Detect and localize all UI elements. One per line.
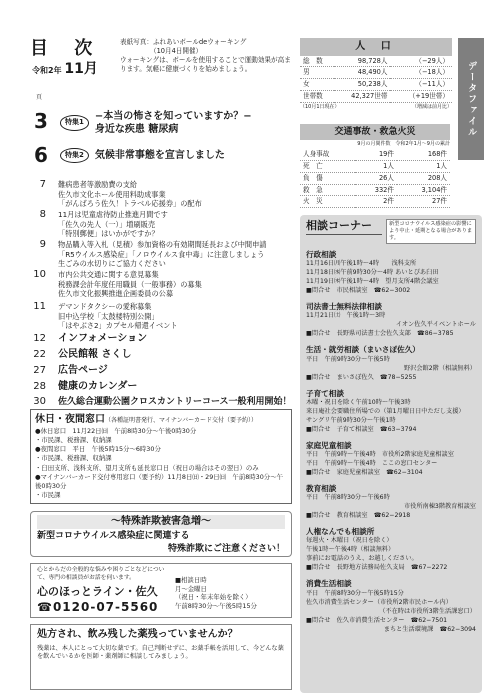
consult-line: ■問合せ まいさぽ佐久 ☎78−5255 [306,373,417,381]
consult-line: 木曜・祝日を除く午前10時〜午後3時 [306,398,411,406]
holiday-title-note: （各種証明書発行、マイナンバーカード交付（要予約）） [105,417,258,424]
toc-line: 生ごみの水切りにご協力ください [58,259,166,269]
feature-line: 身近な疾患 糖尿病 [94,124,179,135]
traffic-total: 168件 [397,149,450,160]
traffic-month: 2件 [355,196,397,208]
cover-line: ふれあいボールdeウォーキング [152,38,247,46]
traffic-table [300,149,450,208]
pop-change: （−11人） [390,79,452,91]
toc-line: 難病患者等激励費の支給 [58,180,138,189]
heart-phone[interactable]: ☎0120-07-5560 [37,600,159,615]
consult-section-title: 消費生活相談 [306,579,352,589]
toc-item[interactable]: インフォメーション [58,333,148,344]
heart-info-line: 月〜金曜日 [175,584,207,593]
heart-info [175,576,285,611]
medicine-title: 処方され、飲み残した薬残っていませんか？ [37,629,238,640]
heart-intro: 心とからだの全般的な悩みや困りごとなどについて、専門の相談員がお話を伺います。 [37,567,165,581]
consult-section [306,345,476,382]
consult-header [306,219,476,244]
consult-section [306,250,476,296]
toc-page-number: 10 [33,269,46,280]
pop-label: 女 [300,79,334,91]
medicine-box [30,624,292,690]
table-row [300,149,450,160]
pop-change: （+19世帯） [390,91,452,103]
heart-name: 心のほっとライン・佐久 [37,584,158,598]
consult-line: ■問合せ 佐久市消費生活センター ☎62−7501 [306,616,448,624]
traffic-title: 交通事故・救急火災 [300,124,450,140]
consult-line: 佐久市消費生活センター（市役所2階市民ホール内） [306,598,452,606]
consult-line: （不在時は市役所3階生活課窓口） [379,607,476,615]
consult-line: ■問合せ 家庭児童相談室 ☎62−3104 [306,469,423,477]
table-row [300,172,450,184]
consult-section [306,441,476,478]
table-row [300,91,452,103]
toc-line: 旧中込学校「太鼓楼特別公開」 [58,311,159,321]
fraud-warning-box [30,511,292,557]
page-column-label: 頁 [36,94,43,101]
feature-title [95,110,252,136]
consult-note: 新型コロナウイルス感染症の影響により中止・延期となる場合があります。 [386,219,476,244]
toc-page-number: 9 [39,239,46,250]
pop-label: 総 数 [300,56,334,67]
holiday-line: ●休日窓口 11月22日㈰ 午前8時30分〜午後0時30分 [35,426,197,435]
pop-label: 世帯数 [300,91,334,103]
toc-line: デマンドタクシーの愛称募集 [58,302,152,311]
pop-value: 42,327世帯 [334,91,390,103]
consult-section [306,389,476,435]
toc-item[interactable] [58,210,290,239]
toc-item[interactable]: 佐久総合運動公園クロスカントリーコース一般利用開始！ [58,397,292,407]
pop-value: 48,490人 [334,67,390,79]
toc-line: 「はやぶさ2」カプセル帰還イベント [58,321,178,331]
consult-section [306,527,476,573]
consult-line: 平日 午前8時30分〜午後6時 [306,494,390,502]
fraud-line: 特殊詐欺にご注意ください！ [167,543,285,554]
traffic-total: 3,104件 [397,184,450,196]
pop-note: （増減は前月比） [411,104,452,111]
toc-line: 「佐久の先人（一）」増刷販売 [58,219,156,229]
consult-line: 11月18日㈬午前9時30分〜4時 あいとぴあ臼田 [306,269,439,277]
consult-line: ■問合せ 教育相談室 ☎62−2918 [306,512,411,520]
pop-label: 男 [300,67,334,79]
consultation-corner [300,215,482,693]
consult-line: 市役所南棟3階教育相談室 [404,503,476,511]
consult-section-title: 司法書士無料法律相談 [306,302,382,312]
cover-label: 表紙写真： [120,38,153,46]
consult-section [306,484,476,521]
toc-line: 「特別郵便」はいかがですか？ [58,229,159,239]
heart-info-line: （祝日・年末年始を除く） [175,593,252,602]
toc-page-number: 27 [33,365,46,376]
consult-section [306,579,476,634]
consult-line: 事前にお電話のうえ、お越しください。 [306,555,418,563]
consult-section-title: 生活・就労相談（まいさぽ佐久） [306,345,420,355]
holiday-title-text: 休日・夜間窓口 [35,414,105,425]
toc-line: 佐久市文化ホール使用料助成事業 [58,189,166,199]
consult-line: ■問合せ 市民相談室 ☎62−3002 [306,287,411,295]
traffic-total: 27件 [397,196,450,208]
holiday-title [35,413,287,427]
table-row [300,67,452,79]
toc-line: 11月は児童虐待防止推進月間です [58,210,168,219]
holiday-line: ・市民課、税務課、収納課 [35,435,112,444]
toc-item[interactable]: 健康のカレンダー [58,381,138,392]
consult-line: 平日 午前9時〜午後4時 ここの窓口センター [306,460,438,468]
issue-date [32,60,98,79]
feature-1[interactable] [60,110,252,136]
holiday-line: ●マイナンバーカード交付専用窓口（要予約）11月8日㈰・29日㈰ 午前8時30分〜午後0時30分 [35,472,283,491]
traffic-month: 332件 [355,184,397,196]
traffic-total: 1人 [397,160,450,172]
toc-item[interactable] [58,240,290,269]
consult-line: 毎週火・木曜日（祝日を除く） [306,537,393,545]
consult-line: ■問合せ 長野県司法書士会佐久支部 ☎86−3785 [306,330,454,338]
holiday-line: ・市民課 [35,491,61,500]
toc-page-number: 6 [34,143,48,167]
issue-year: 令和2年 [32,66,62,75]
population-title: 人 口 [300,38,452,56]
feature-badge: 特集2 [60,148,89,163]
consult-section-title: 子育て相談 [306,388,344,398]
holiday-line: ・臼田支所、浅科支所、望月支所も延長窓口日（祝日の場合はその翌日）のみ [35,463,259,472]
consult-line: 11月16日㈪午後1時〜4時 浅科支所 [306,260,417,268]
traffic-box [300,124,450,208]
consult-section [306,302,476,339]
toc-item[interactable] [58,270,290,299]
heart-line-box [30,563,292,618]
consult-line: 午後1時〜午後4時（相談無料） [306,546,395,554]
feature-line: −本当の怖さを知っていますか？− [94,111,252,122]
traffic-total: 208人 [397,172,450,184]
toc-page-number: 22 [33,349,46,360]
table-row [300,184,450,196]
population-box [300,38,452,111]
toc-page-number: 3 [34,109,48,133]
toc-line: 市内公共交通に関する意見募集 [58,270,159,279]
toc-line: 「R5ウイルス感染症」「ノロウイルス食中毒」に注意しましょう [58,249,265,259]
consult-section-title: 教育相談 [306,484,337,494]
pop-change: （−29人） [390,56,452,67]
traffic-label: 死 亡 [300,160,355,172]
toc-item[interactable] [58,302,290,331]
consult-line: 野沢会館2階（相談無料） [404,364,476,372]
consult-line: 来日庵社会要職住所場での（第1月曜日日中ただし支援） [306,407,465,415]
toc-page-number: 30 [33,396,46,407]
consult-section-title: 行政相談 [306,250,337,260]
toc-page-number: 28 [33,381,46,392]
toc-line: 税務課会計年度任用職員（一般事務）の募集 [58,279,202,289]
table-row [300,196,450,208]
toc-item[interactable]: 広告ページ [58,365,108,376]
table-row [300,79,452,91]
consult-line: 平日 午前9時〜午後4時 市役所2階家庭児童相談室 [306,451,454,459]
traffic-label: 救 急 [300,184,355,196]
traffic-month: 1人 [355,160,397,172]
feature-title: 気候非常事態を宣言しました [94,150,225,162]
fraud-line: 新型コロナウイルス感染症に関連する [37,530,190,541]
data-file-tab: データファイル [458,38,484,160]
holiday-line: ●夜間窓口 平日 午後5時15分〜6時30分 [35,445,161,454]
toc-page-number: 12 [33,333,46,344]
population-footnote [300,104,452,111]
traffic-month: 26人 [355,172,397,184]
traffic-label: 負 傷 [300,172,355,184]
consult-title: 相談コーナー [306,219,382,235]
fraud-title: 〜特殊詐欺被害急増〜 [37,515,285,529]
traffic-subtitle: 9月の月間件数 令和2年1月〜9月の累計 [357,141,450,148]
cover-caption [120,38,295,74]
consult-line: 11月21日㈯ 午後1時〜3時 [306,312,386,320]
consult-line: サングリ午前9時30分〜午後1時 [306,416,396,424]
toc-page-number: 11 [33,301,46,312]
holiday-line: ・市民課、税務課、収納課 [35,454,112,463]
feature-2[interactable] [60,148,225,163]
pop-change: （−18人） [390,67,452,79]
toc-page-number: 7 [39,179,46,190]
toc-line: 佐久市文化振興推進企画委員の公募 [58,289,174,299]
toc-page-number: 8 [39,209,46,220]
toc-item[interactable]: 公民館報 さくし [58,349,132,360]
issue-month: 11月 [64,61,98,77]
medicine-body: 残薬は、本人にとって大切な薬です。自己判断せずに、お薬手帳を活用して、今どんな薬を飲んでいるかを医師・薬剤師に相談してみましょう。 [37,644,284,660]
population-table [300,56,452,104]
cover-line: ウォーキングは、ボールを使用することで運動効果が高まります。気軽に健康づくりを始めましょう。 [120,55,291,73]
page-title: 目 次 [30,38,103,59]
holiday-window-box [30,409,292,504]
consult-line: まちと生活環境課 ☎62−3094 [383,625,476,633]
pop-date: （10月1日現在） [300,104,340,111]
consult-line: イオン佐久平イベントホール [395,321,476,329]
heart-info-line: ■相談日時 [175,576,207,584]
table-row [300,160,450,172]
pop-value: 50,238人 [334,79,390,91]
consult-line: ■問合せ 長野地方法務局佐久支局 ☎67−2272 [306,564,448,572]
toc-line: 「がんばろう佐久！トラベル応援券」の配布 [58,199,202,209]
traffic-label: 人身事故 [300,149,355,160]
consult-line: 平日 午前8時30分〜午後5時15分 [306,589,404,597]
consult-section-title: 家庭児童相談 [306,440,352,450]
feature-badge: 特集1 [60,115,89,130]
cover-line: （10月4日開催） [150,46,203,55]
consult-line: 平日 午前9時30分〜午後5時 [306,355,390,363]
toc-item[interactable] [58,180,290,209]
toc-line: 物品購入等入札（見積）参加資格の有効期間延長および中間申請 [58,240,267,249]
consult-line: 11月19日㈭午後1時〜4時 望月支所4階会議室 [306,278,439,286]
traffic-label: 火 災 [300,196,355,208]
table-row [300,56,452,67]
pop-value: 98,728人 [334,56,390,67]
consult-line: ■問合せ 子育て相談室 ☎63−3794 [306,425,417,433]
consult-section-title: 人権なんでも相談所 [306,527,375,537]
heart-info-line: 午前8時30分〜午後5時15分 [175,601,257,610]
traffic-month: 19件 [355,149,397,160]
